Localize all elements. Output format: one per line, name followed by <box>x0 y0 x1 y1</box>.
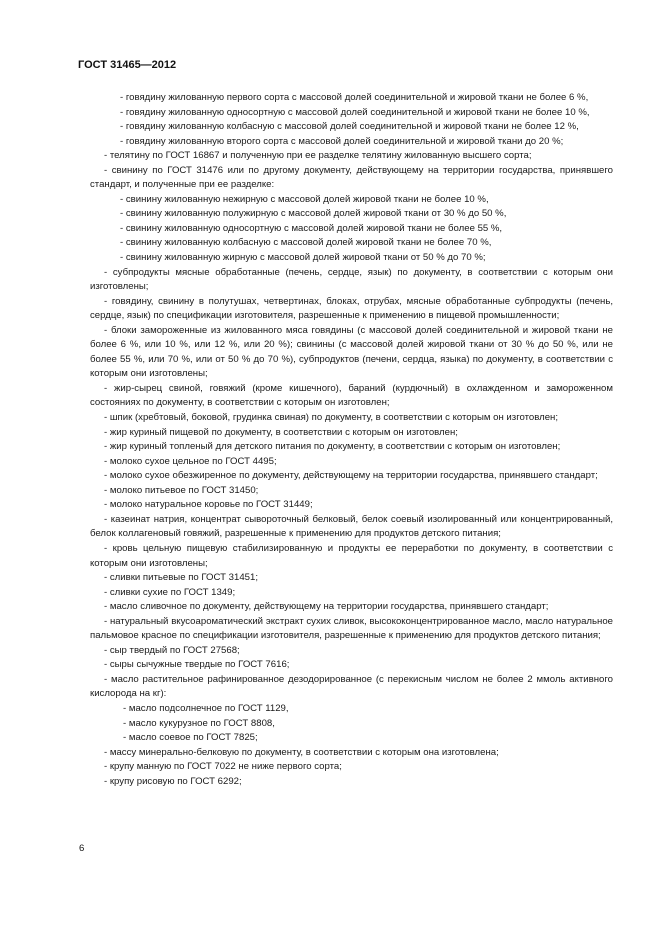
list-item: - свинину жилованную колбасную с массовой долей жировой ткани не более 70 %, <box>120 237 492 249</box>
list-item: - жир куриный топленый для детского питания по документу, в соответствии с которым он изготовлен; <box>104 441 561 453</box>
list-item: - сливки питьевые по ГОСТ 31451; <box>104 572 259 584</box>
list-item: - натуральный вкусоароматический экстракт сухих сливок, высококонцентрированное масло, масло натуральное пальмовое красное по спецификации изготовителя, разрешенные к применению для продуктов детского питания; <box>90 615 613 642</box>
list-item: - сыр твердый по ГОСТ 27568; <box>104 644 240 656</box>
list-item: - свинину жилованную нежирную с массовой долей жировой ткани не более 10 %, <box>120 193 489 205</box>
page-header-title: ГОСТ 31465—2012 <box>78 59 177 71</box>
list-item: - свинину жилованную полужирную с массовой долей жировой ткани от 30 % до 50 %, <box>120 208 507 220</box>
list-item: - говядину жилованную односортную с массовой долей соединительной и жировой ткани не более 10 %, <box>120 106 590 118</box>
list-item: - жир куриный пищевой по документу, в соответствии с которым он изготовлен; <box>104 426 458 438</box>
list-item: - жир-сырец свиной, говяжий (кроме кишечного), бараний (курдючный) в охлажденном и замороженном состояниях по документу, в соответствии с которым он изготовлен; <box>90 382 613 409</box>
list-item: - говядину, свинину в полутушах, четвертинах, блоках, отрубах, мясные обработанные субпродукты (печень, сердце, язык) по спецификации изготовителя, разрешенные к применению в пищевой промышленности; <box>90 295 613 322</box>
list-item: - молоко натуральное коровье по ГОСТ 31449; <box>104 499 313 511</box>
list-item: - масло кукурузное по ГОСТ 8808, <box>123 717 275 729</box>
list-item: - говядину жилованную первого сорта с массовой долей соединительной и жировой ткани не более 6 %, <box>120 92 589 103</box>
list-item: - массу минерально-белковую по документу, в соответствии с которым она изготовлена; <box>104 746 499 758</box>
list-item: - крупу рисовую по ГОСТ 6292; <box>104 775 242 787</box>
list-item: - блоки замороженные из жилованного мяса говядины (с массовой долей соединительной и жировой ткани не более 6 %, или 10 %, или 12 %, или 20 %); свинины (с массовой долей жировой ткани от 30 % до 50 %, или не более 55 %, или 70 %, или от 50 % до 70 %), субпродуктов (печени, сердца, языка) по документу, в соответствии с которым они изготовлены; <box>90 324 613 380</box>
body-text <box>90 91 613 789</box>
list-item: - масло сливочное по документу, действующему на территории государства, принявшего стандарт; <box>104 601 549 613</box>
list-item: - казеинат натрия, концентрат сывороточный белковый, белок соевый изолированный или концентрированный, белок коллагеновый говяжий, разрешенные к применению для продуктов детского питания; <box>90 513 613 540</box>
list-item: - говядину жилованную второго сорта с массовой долей соединительной и жировой ткани до 20 %; <box>120 135 564 147</box>
list-item: - субпродукты мясные обработанные (печень, сердце, язык) по документу, в соответствии с которым они изготовлены; <box>90 266 613 293</box>
list-item: - масло подсолнечное по ГОСТ 1129, <box>123 702 289 714</box>
list-item: - свинину жилованную односортную с массовой долей жировой ткани не более 55 %, <box>120 222 503 234</box>
list-item: - говядину жилованную колбасную с массовой долей соединительной и жировой ткани не более 12 %, <box>120 121 579 133</box>
list-item: - свинину жилованную жирную с массовой долей жировой ткани от 50 % до 70 %; <box>120 252 486 264</box>
list-item: - крупу манную по ГОСТ 7022 не ниже первого сорта; <box>104 761 342 773</box>
list-item: - молоко сухое цельное по ГОСТ 4495; <box>104 455 277 467</box>
list-item: - сливки сухие по ГОСТ 1349; <box>104 586 236 598</box>
list-item: - молоко питьевое по ГОСТ 31450; <box>104 484 259 496</box>
list-item: - кровь цельную пищевую стабилизированную и продукты ее переработки по документу, в соответствии с которым они изготовлены; <box>90 542 613 569</box>
list-item: - телятину по ГОСТ 16867 и полученную при ее разделке телятину жилованную высшего сорта; <box>104 150 532 162</box>
list-item: - сыры сычужные твердые по ГОСТ 7616; <box>104 659 290 671</box>
list-item: - молоко сухое обезжиренное по документу, действующему на территории государства, принявшего стандарт; <box>104 470 598 482</box>
list-item: - шпик (хребтовый, боковой, грудинка свиная) по документу, в соответствии с которым он изготовлен; <box>104 412 559 424</box>
list-item: - масло соевое по ГОСТ 7825; <box>123 732 258 744</box>
list-item: - свинину по ГОСТ 31476 или по другому документу, действующему на территории государства, принявшего стандарт, и полученные при ее разделке: <box>90 164 613 191</box>
page-number: 6 <box>79 843 85 854</box>
list-item: - масло растительное рафинированное дезодорированное (с перекисным числом не более 2 ммоль активного кислорода на кг): <box>90 673 613 700</box>
